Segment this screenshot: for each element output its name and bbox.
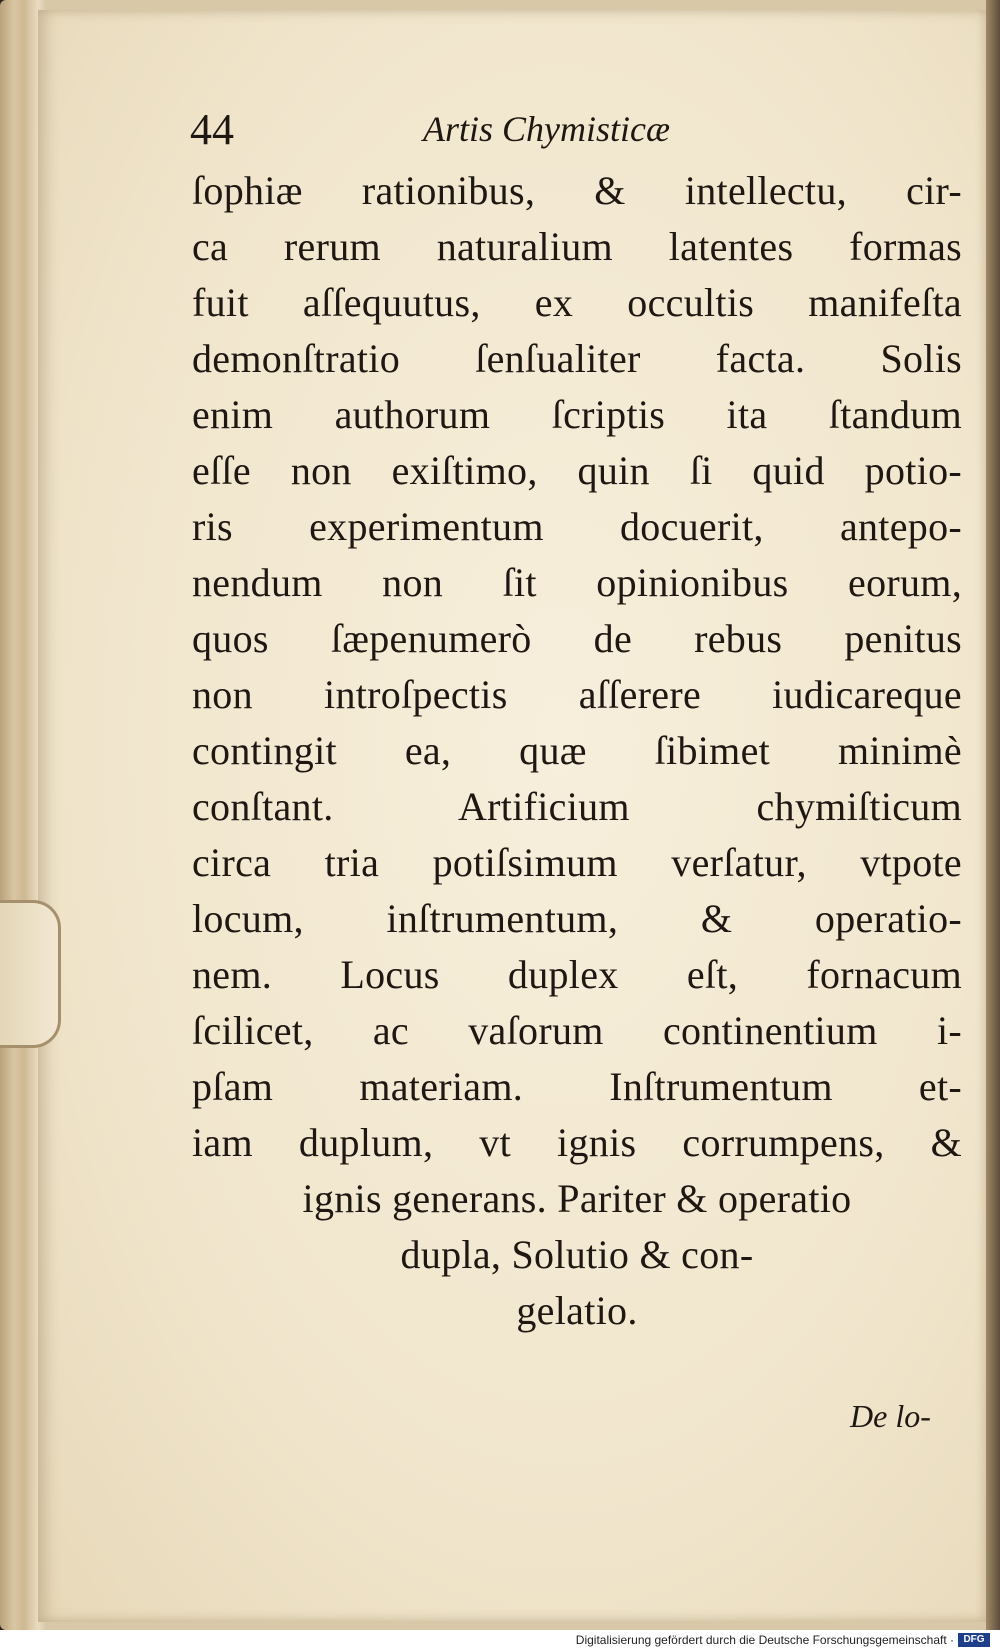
funding-credit: Digitalisierung gefördert durch die Deutsche Forschungsgemeinschaft · xyxy=(575,1633,954,1647)
text-line: ſcilicet, ac vaſorum continentium i- xyxy=(192,1008,962,1053)
dfg-logo-icon: DFG xyxy=(958,1633,990,1647)
text-line: ris experimentum docuerit, antepo- xyxy=(192,504,962,549)
catchword: De lo- xyxy=(850,1398,931,1434)
text-line-centered: dupla, Solutio & con- xyxy=(400,1232,754,1277)
text-line: nem. Locus duplex eſt, fornacum xyxy=(192,952,962,997)
text-line: eſſe non exiſtimo, quin ſi quid potio- xyxy=(192,448,962,493)
text-line: iam duplum, vt ignis corrumpens, & xyxy=(192,1120,962,1165)
book-cover-edge xyxy=(986,0,1000,1630)
text-line: nendum non ſit opinionibus eorum, xyxy=(192,560,962,605)
text-line: quos ſæpenumerò de rebus penitus xyxy=(192,616,962,661)
text-line: fuit aſſequutus, ex occultis manifeſta xyxy=(192,280,962,325)
text-line: circa tria potiſsimum verſatur, vtpote xyxy=(192,840,962,885)
running-title: Artis Chymisticæ xyxy=(423,109,671,149)
text-line: enim authorum ſcriptis ita ſtandum xyxy=(192,392,962,437)
text-line: demonſtratio ſenſualiter facta. Solis xyxy=(192,336,962,381)
text-line: contingit ea, quæ ſibimet minimè xyxy=(192,728,962,773)
text-line: ca rerum naturalium latentes formas xyxy=(192,224,962,269)
text-line: non introſpectis aſſerere iudicareque xyxy=(192,672,962,717)
text-block xyxy=(192,163,962,1339)
text-line-centered: ignis generans. Pariter & operatio xyxy=(302,1176,852,1221)
text-line: ſophiæ rationibus, & intellectu, cir- xyxy=(192,168,962,213)
text-line: pſam materiam. Inſtrumentum et- xyxy=(192,1064,962,1109)
text-line-centered: gelatio. xyxy=(516,1288,638,1333)
page-number: 44 xyxy=(190,105,234,154)
book-clasp xyxy=(0,900,61,1048)
digitization-footer xyxy=(0,1630,1000,1650)
text-line: locum, inſtrumentum, & operatio- xyxy=(192,896,962,941)
page-header xyxy=(190,104,750,164)
text-line: conſtant. Artificium chymiſticum xyxy=(192,784,962,829)
